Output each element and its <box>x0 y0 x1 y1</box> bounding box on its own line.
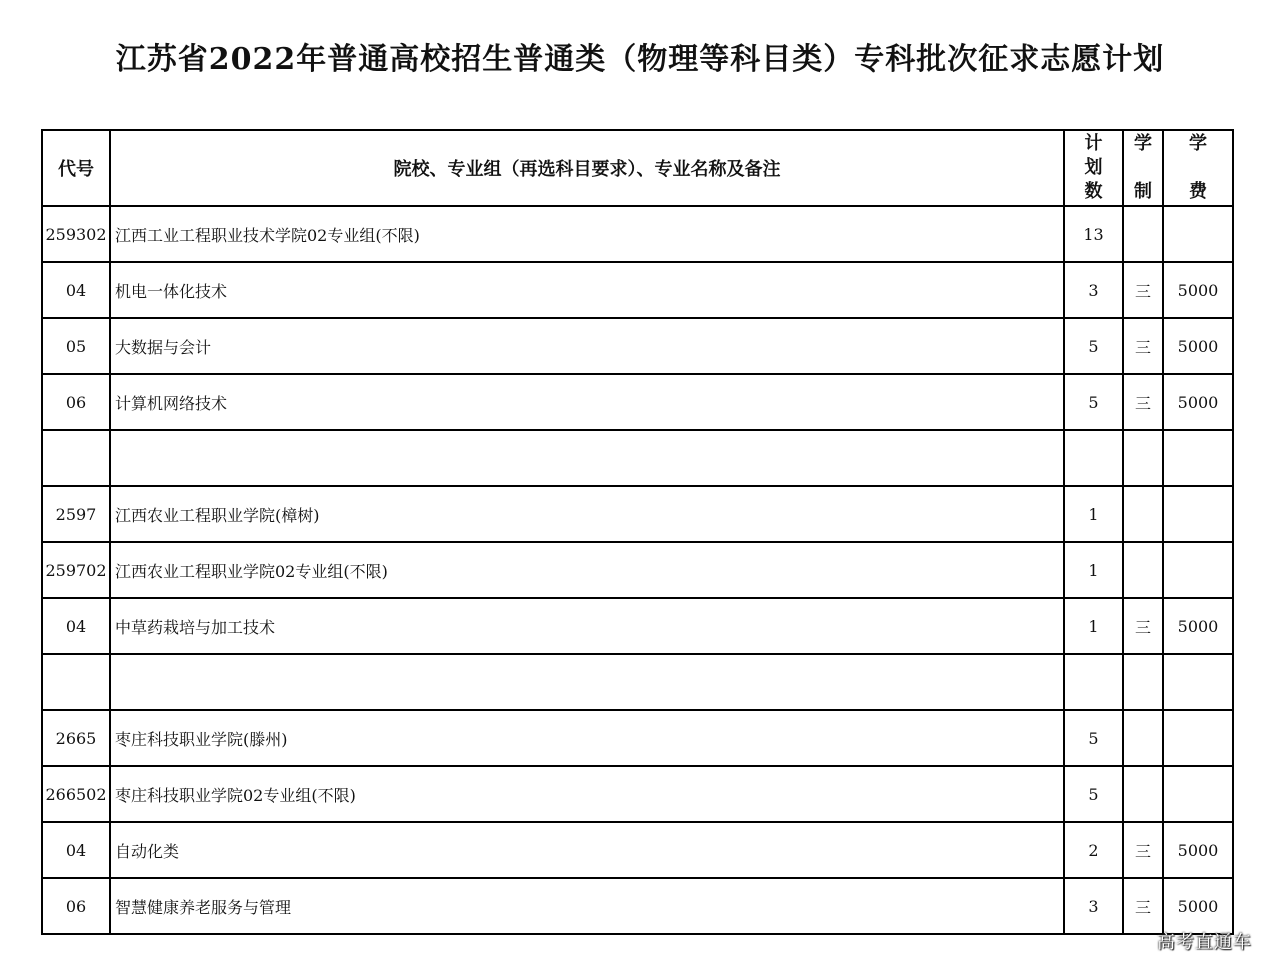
enrollment-plan-table <box>41 129 1234 935</box>
cell-code: 06 <box>42 374 110 430</box>
cell-name: 江西农业工程职业学院02专业组(不限) <box>110 542 1064 598</box>
cell-code: 04 <box>42 598 110 654</box>
cell-plan: 1 <box>1064 542 1123 598</box>
cell-fee: 5000 <box>1163 822 1233 878</box>
cell-plan: 5 <box>1064 766 1123 822</box>
cell-name: 枣庄科技职业学院02专业组(不限) <box>110 766 1064 822</box>
cell-years <box>1123 430 1163 486</box>
cell-fee <box>1163 710 1233 766</box>
header-fee-char: 学 <box>1189 133 1207 154</box>
table-row <box>42 486 1233 542</box>
cell-years <box>1123 206 1163 262</box>
cell-name: 中草药栽培与加工技术 <box>110 598 1064 654</box>
cell-fee <box>1163 486 1233 542</box>
cell-name <box>110 654 1064 710</box>
cell-fee <box>1163 430 1233 486</box>
table-row <box>42 206 1233 262</box>
table-row <box>42 262 1233 318</box>
header-plan-char: 划 <box>1084 157 1103 178</box>
cell-years: 三 <box>1123 822 1163 878</box>
cell-name: 自动化类 <box>110 822 1064 878</box>
cell-fee <box>1163 542 1233 598</box>
table-row <box>42 318 1233 374</box>
cell-fee: 5000 <box>1163 374 1233 430</box>
cell-plan: 1 <box>1064 486 1123 542</box>
cell-years: 三 <box>1123 598 1163 654</box>
cell-years <box>1123 542 1163 598</box>
cell-plan: 5 <box>1064 318 1123 374</box>
cell-name: 枣庄科技职业学院(滕州) <box>110 710 1064 766</box>
cell-fee: 5000 <box>1163 598 1233 654</box>
cell-years: 三 <box>1123 374 1163 430</box>
cell-code: 259302 <box>42 206 110 262</box>
header-code: 代号 <box>42 130 110 206</box>
page-title: 江苏省2022年普通高校招生普通类（物理等科目类）专科批次征求志愿计划 <box>115 42 1165 77</box>
cell-plan: 3 <box>1064 878 1123 934</box>
cell-name: 大数据与会计 <box>110 318 1064 374</box>
table-row <box>42 598 1233 654</box>
header-plan-char: 计 <box>1084 133 1103 154</box>
cell-fee: 5000 <box>1163 878 1233 934</box>
cell-years <box>1123 710 1163 766</box>
watermark: 高考直通车 <box>1157 932 1252 953</box>
table-row <box>42 822 1233 878</box>
cell-code: 266502 <box>42 766 110 822</box>
cell-code: 259702 <box>42 542 110 598</box>
cell-fee: 5000 <box>1163 318 1233 374</box>
cell-code: 04 <box>42 262 110 318</box>
table-row <box>42 878 1233 934</box>
cell-plan <box>1064 430 1123 486</box>
cell-years: 三 <box>1123 318 1163 374</box>
header-fee <box>1163 130 1233 206</box>
cell-years <box>1123 486 1163 542</box>
table-row <box>42 542 1233 598</box>
header-fee-char: 费 <box>1189 181 1207 202</box>
cell-name: 智慧健康养老服务与管理 <box>110 878 1064 934</box>
header-name: 院校、专业组（再选科目要求）、专业名称及备注 <box>110 130 1064 206</box>
table-row <box>42 430 1233 486</box>
cell-fee: 5000 <box>1163 262 1233 318</box>
cell-name: 江西农业工程职业学院(樟树) <box>110 486 1064 542</box>
cell-code: 05 <box>42 318 110 374</box>
cell-plan: 2 <box>1064 822 1123 878</box>
cell-years <box>1123 654 1163 710</box>
header-plan-char: 数 <box>1084 181 1103 202</box>
cell-name: 江西工业工程职业技术学院02专业组(不限) <box>110 206 1064 262</box>
header-plan <box>1064 130 1123 206</box>
cell-years <box>1123 766 1163 822</box>
header-years-char: 制 <box>1134 181 1152 202</box>
cell-plan: 5 <box>1064 710 1123 766</box>
cell-name <box>110 430 1064 486</box>
table-row <box>42 374 1233 430</box>
cell-code: 2665 <box>42 710 110 766</box>
table-row <box>42 766 1233 822</box>
cell-plan <box>1064 654 1123 710</box>
header-years-char: 学 <box>1134 133 1152 154</box>
cell-code <box>42 430 110 486</box>
cell-years: 三 <box>1123 878 1163 934</box>
cell-code: 06 <box>42 878 110 934</box>
cell-code <box>42 654 110 710</box>
cell-code: 04 <box>42 822 110 878</box>
cell-plan: 3 <box>1064 262 1123 318</box>
cell-fee <box>1163 654 1233 710</box>
header-years <box>1123 130 1163 206</box>
cell-plan: 1 <box>1064 598 1123 654</box>
cell-fee <box>1163 766 1233 822</box>
table-header-row <box>42 130 1233 206</box>
cell-fee <box>1163 206 1233 262</box>
cell-plan: 13 <box>1064 206 1123 262</box>
table-row <box>42 654 1233 710</box>
cell-name: 计算机网络技术 <box>110 374 1064 430</box>
cell-years: 三 <box>1123 262 1163 318</box>
table-body <box>42 206 1233 934</box>
cell-name: 机电一体化技术 <box>110 262 1064 318</box>
cell-plan: 5 <box>1064 374 1123 430</box>
cell-code: 2597 <box>42 486 110 542</box>
table-row <box>42 710 1233 766</box>
